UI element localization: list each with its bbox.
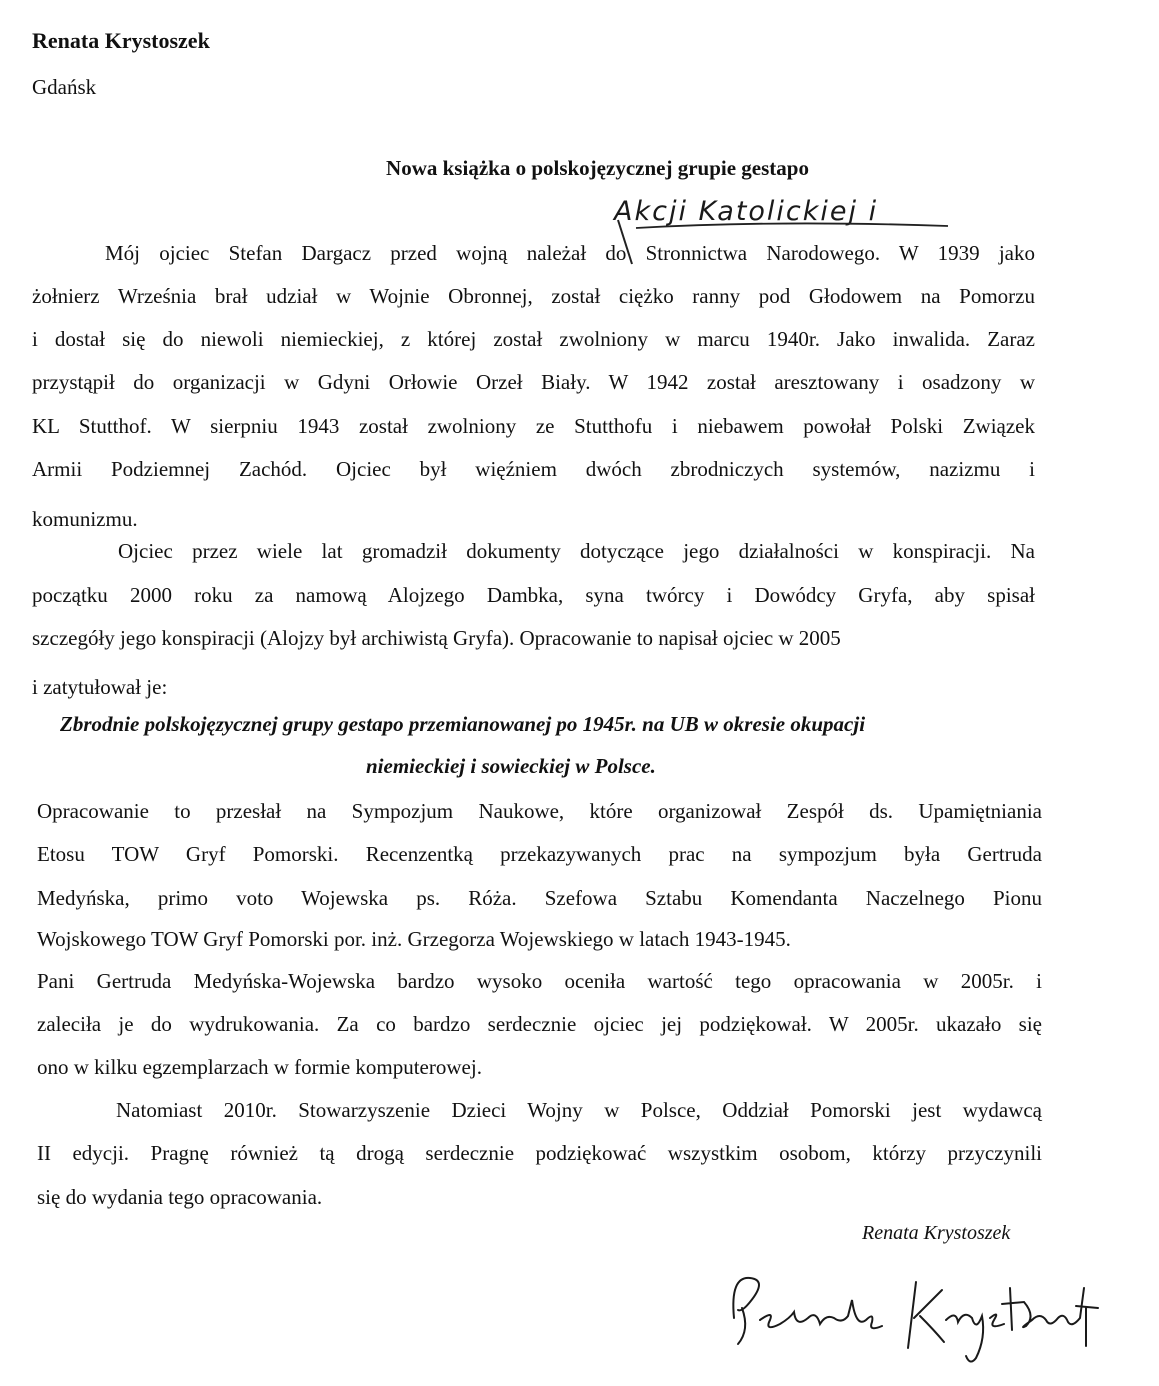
paragraph-line: Armii Podziemnej Zachód. Ojciec był więźniem dwóch zbrodniczych systemów, nazizmu i [32, 457, 1035, 481]
paragraph-line: Ojciec przez wiele lat gromadził dokumenty dotyczące jego działalności w konspiracji. Na [118, 539, 1035, 563]
author-name: Renata Krystoszek [32, 28, 210, 53]
paragraph-line: II edycji. Pragnę również tą drogą serdecznie podziękować wszystkim osobom, którzy przyczynili [37, 1141, 1042, 1165]
paragraph-line: żołnierz Września brał udział w Wojnie Obronnej, został ciężko ranny pod Głodowem na Pomorzu [32, 284, 1035, 308]
paragraph-line: i zatytułował je: [32, 675, 168, 699]
work-title-line: Zbrodnie polskojęzycznej grupy gestapo przemianowanej po 1945r. na UB w okresie okupacji [60, 712, 866, 736]
work-title-line: niemieckiej i sowieckiej w Polsce. [366, 754, 656, 778]
paragraph-line: początku 2000 roku za namową Alojzego Dambka, syna twórcy i Dowódcy Gryfa, aby spisał [32, 583, 1035, 607]
paragraph-line: i dostał się do niewoli niemieckiej, z której został zwolniony w marcu 1940r. Jako inwalida. Zaraz [32, 327, 1035, 351]
paragraph-line: szczegóły jego konspiracji (Alojzy był archiwistą Gryfa). Opracowanie to napisał ojciec w 2005 [32, 626, 841, 650]
paragraph-line: Pani Gertruda Medyńska-Wojewska bardzo wysoko oceniła wartość tego opracowania w 2005r. i [37, 969, 1042, 993]
handwritten-signature [720, 1258, 1120, 1368]
paragraph-line: ono w kilku egzemplarzach w formie komputerowej. [37, 1055, 482, 1079]
paragraph-line: Wojskowego TOW Gryf Pomorski por. inż. Grzegorza Wojewskiego w latach 1943-1945. [37, 927, 791, 951]
paragraph-line: zaleciła je do wydrukowania. Za co bardzo serdecznie ojciec jej podziękował. W 2005r. ukazało się [37, 1012, 1042, 1036]
paragraph-line: Opracowanie to przesłał na Sympozjum Naukowe, które organizował Zespół ds. Upamiętniania [37, 799, 1042, 823]
author-city: Gdańsk [32, 75, 97, 99]
handwritten-insertion: Akcji Katolickiej i [614, 196, 879, 227]
typed-signature: Renata Krystoszek [862, 1222, 1011, 1244]
paragraph-line: przystąpił do organizacji w Gdyni Orłowie Orzeł Biały. W 1942 został aresztowany i osadzony w [32, 370, 1035, 394]
paragraph-line: komunizmu. [32, 507, 138, 531]
paragraph-line: Medyńska, primo voto Wojewska ps. Róża. Szefowa Sztabu Komendanta Naczelnego Pionu [37, 886, 1042, 910]
paragraph-line: się do wydania tego opracowania. [37, 1185, 323, 1209]
paragraph-line: Etosu TOW Gryf Pomorski. Recenzentką przekazywanych prac na sympozjum była Gertruda [37, 842, 1042, 866]
document-title: Nowa książka o polskojęzycznej grupie gestapo [386, 156, 809, 180]
paragraph-line: KL Stutthof. W sierpniu 1943 został zwolniony ze Stutthofu i niebawem powołał Polski Związek [32, 414, 1035, 438]
paragraph-line: Natomiast 2010r. Stowarzyszenie Dzieci Wojny w Polsce, Oddział Pomorski jest wydawcą [116, 1098, 1042, 1122]
paragraph-line: Mój ojciec Stefan Dargacz przed wojną należał do Stronnictwa Narodowego. W 1939 jako [105, 241, 1035, 265]
